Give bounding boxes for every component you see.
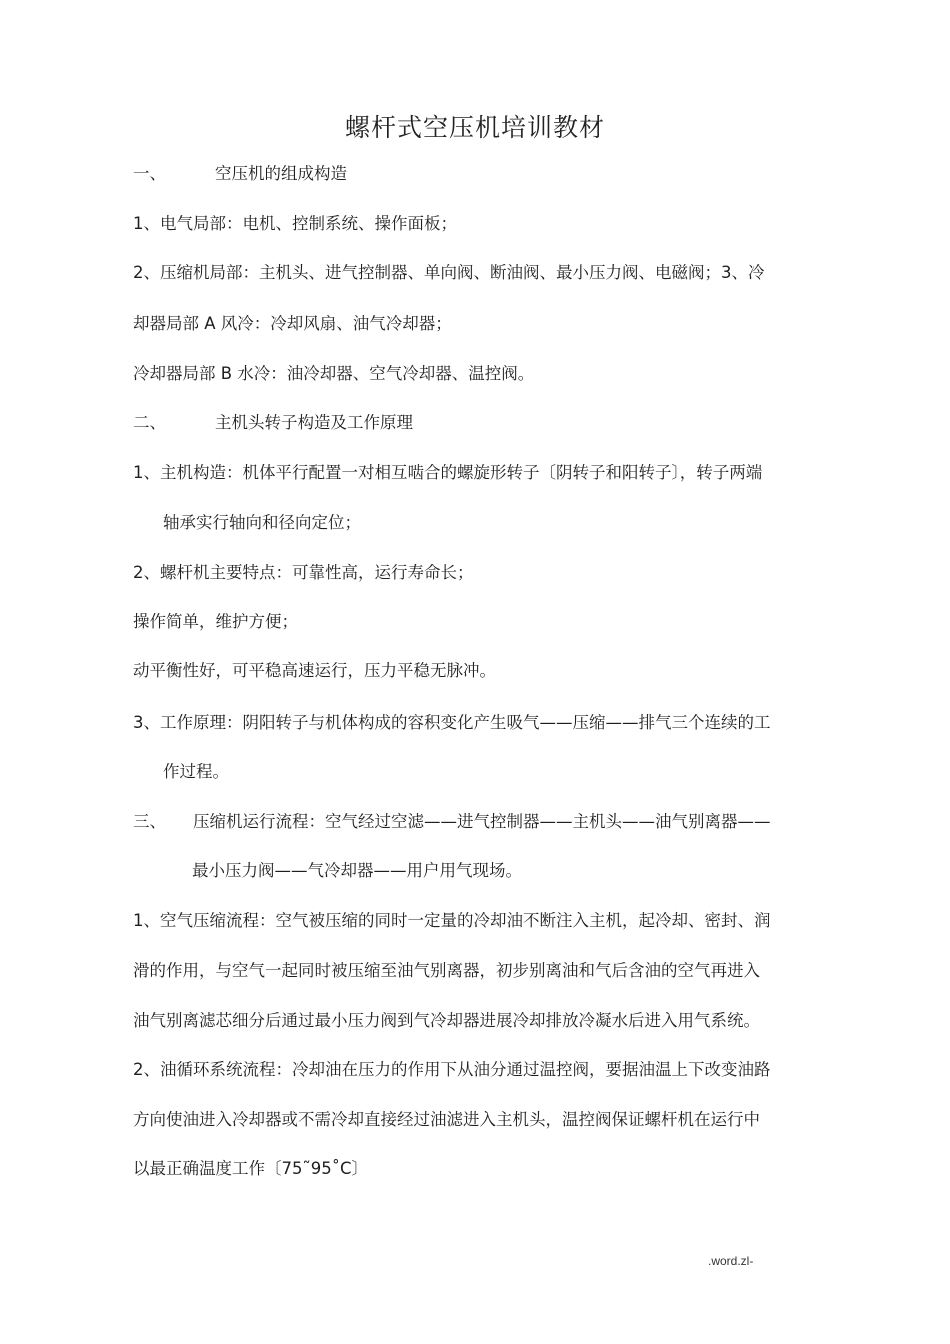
paragraph-line: 最小压力阀——气冷却器——用户用气现场。 xyxy=(192,861,522,880)
paragraph-line: 轴承实行轴向和径向定位； xyxy=(163,513,361,532)
paragraph-line: 滑的作用，与空气一起同时被压缩至油气别离器，初步别离油和气后含油的空气再进入 xyxy=(133,961,760,980)
section-heading-text: 空压机的组成构造 xyxy=(215,164,347,183)
paragraph-line: 操作简单，维护方便； xyxy=(133,612,298,631)
paragraph-line: 1、电气局部：电机、控制系统、操作面板； xyxy=(133,214,457,233)
paragraph-line: 油气别离滤芯细分后通过最小压力阀到气冷却器进展冷却排放冷凝水后进入用气系统。 xyxy=(133,1011,760,1030)
section-heading-3 xyxy=(133,811,771,833)
paragraph-line: 2、压缩机局部：主机头、进气控制器、单向阀、断油阀、最小压力阀、电磁阀；3、冷 xyxy=(133,263,765,282)
document-title: 螺杆式空压机培训教材 xyxy=(344,113,605,142)
paragraph-line: 以最正确温度工作〔75˜95˚C〕 xyxy=(133,1159,369,1178)
section-number: 一、 xyxy=(133,164,166,183)
section-heading-2 xyxy=(133,412,413,434)
section-number: 二、 xyxy=(133,413,166,432)
paragraph-line: 动平衡性好，可平稳高速运行，压力平稳无脉冲。 xyxy=(133,661,496,680)
section-heading-1 xyxy=(133,163,347,185)
paragraph-line: 方向使油进入冷却器或不需冷却直接经过油滤进入主机头，温控阀保证螺杆机在运行中 xyxy=(133,1110,760,1129)
section-heading-text: 主机头转子构造及工作原理 xyxy=(215,413,413,432)
section-heading-text: 压缩机运行流程：空气经过空滤——进气控制器——主机头——油气别离器—— xyxy=(193,812,771,831)
paragraph-line: 1、主机构造：机体平行配置一对相互啮合的螺旋形转子〔阴转子和阳转子〕，转子两端 xyxy=(133,463,763,482)
paragraph-line: 1、空气压缩流程：空气被压缩的同时一定量的冷却油不断注入主机，起冷却、密封、润 xyxy=(133,911,771,930)
paragraph-line: 2、油循环系统流程：冷却油在压力的作用下从油分通过温控阀，要据油温上下改变油路 xyxy=(133,1060,771,1079)
paragraph-line: 2、螺杆机主要特点：可靠性高，运行寿命长； xyxy=(133,563,474,582)
paragraph-line: 却器局部 A 风冷：冷却风扇、油气冷却器； xyxy=(133,314,452,333)
paragraph-line: 作过程。 xyxy=(163,762,229,781)
paragraph-line: 冷却器局部 B 水冷：油冷却器、空气冷却器、温控阀。 xyxy=(133,364,535,383)
page-footer: .word.zl- xyxy=(708,1254,754,1268)
section-number: 三、 xyxy=(133,812,166,831)
paragraph-line: 3、工作原理：阴阳转子与机体构成的容积变化产生吸气——压缩——排气三个连续的工 xyxy=(133,713,771,732)
